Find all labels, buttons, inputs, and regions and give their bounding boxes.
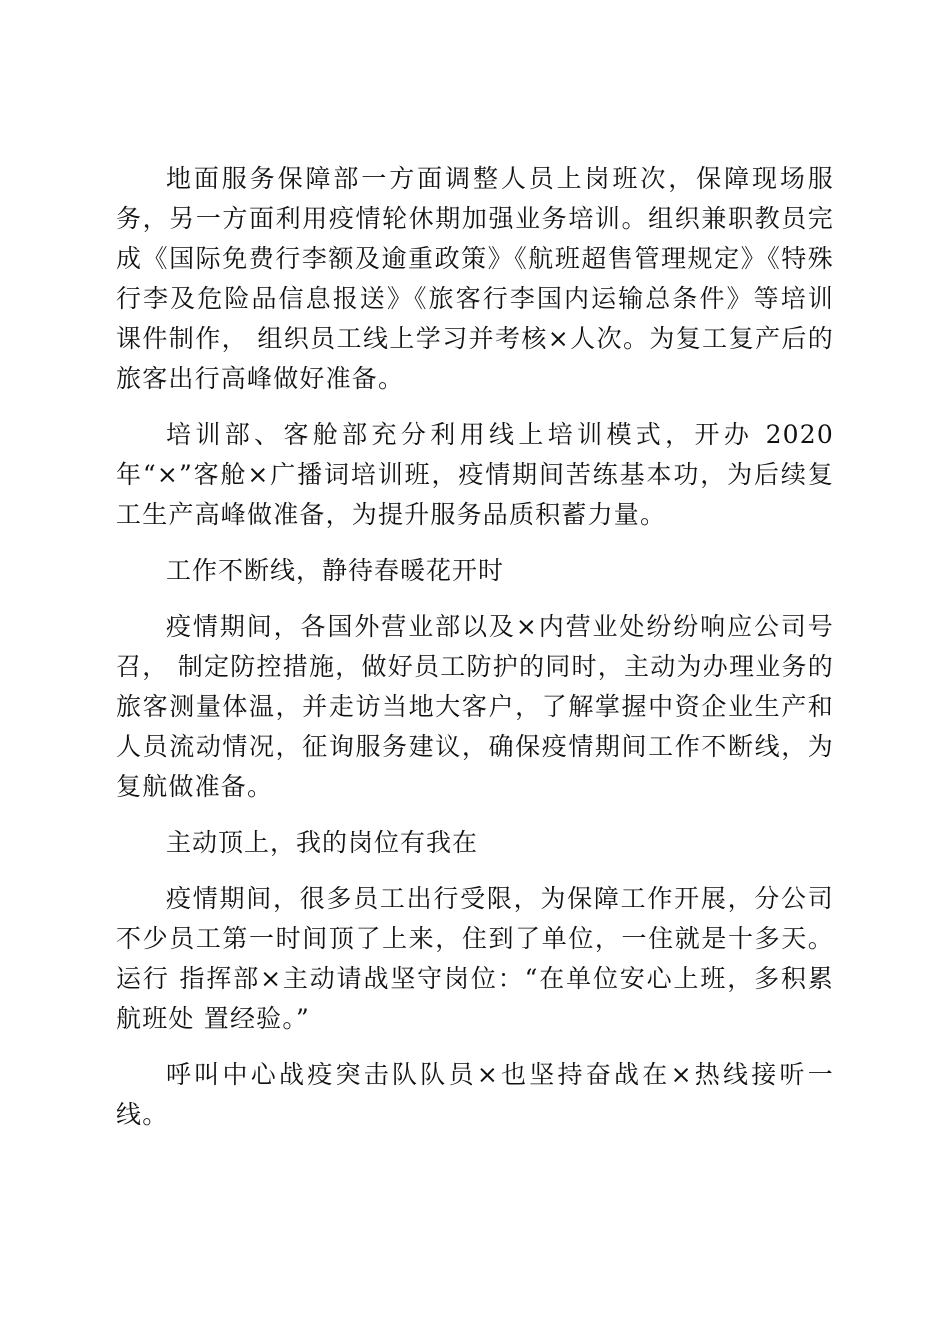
paragraph-overseas-offices: 疫情期间，各国外营业部以及×内营业处纷纷响应公司号召， 制定防控措施，做好员工防护的同时，主动为办理业务的旅客测量体温，并走访当地大客户，了解掌握中资企业生产和人员流动情况，征询服务建议，确保疫情期间工作不断线，为复航做准备。 bbox=[116, 612, 834, 801]
document-page bbox=[116, 159, 834, 1151]
section-heading-work-continuity: 工作不断线，静待春暖花开时 bbox=[166, 556, 505, 585]
paragraph-call-center: 呼叫中心战疫突击队队员×也坚持奋战在×热线接听一线。 bbox=[116, 1060, 834, 1129]
paragraph-training-dept: 培训部、客舱部充分利用线上培训模式，开办 2020 年“×”客舱×广播词培训班，疫情期间苦练基本功，为后续复工生产高峰做准备，为提升服务品质积蓄力量。 bbox=[116, 420, 834, 529]
paragraph-ground-service: 地面服务保障部一方面调整人员上岗班次，保障现场服务，另一方面利用疫情轮休期加强业务培训。组织兼职教员完成《国际免费行李额及逾重政策》《航班超售管理规定》《特殊行李及危险品信息报送》《旅客行李国内运输总条件》等培训课件制作， 组织员工线上学习并考核×人次。为复工复产后的旅客出行高峰做好准备。 bbox=[116, 164, 834, 393]
section-heading-stand-at-post: 主动顶上，我的岗位有我在 bbox=[166, 828, 479, 857]
paragraph-staff-stepped-up: 疫情期间，很多员工出行受限，为保障工作开展，分公司不少员工第一时间顶了上来，住到了单位，一住就是十多天。运行 指挥部×主动请战坚守岗位：“在单位安心上班，多积累航班处 置经验。” bbox=[116, 884, 834, 1033]
